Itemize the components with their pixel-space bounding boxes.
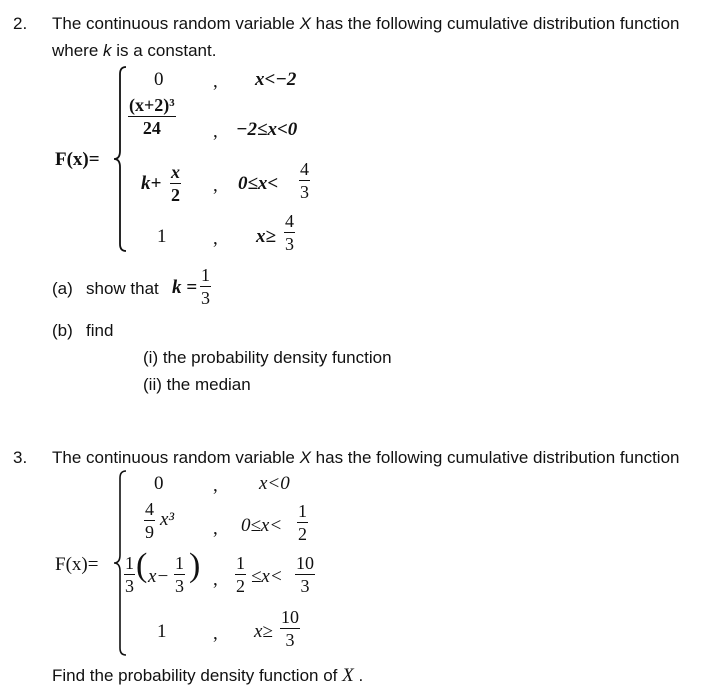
- fraction-bar: [235, 574, 246, 575]
- piece-3-comma: ,: [213, 569, 218, 590]
- final-instruction: [52, 666, 363, 685]
- piece-3-condition-fraction: [299, 160, 310, 201]
- fraction-bar: [297, 522, 308, 523]
- stem-text: where: [52, 41, 104, 60]
- piece-3-condition: ≤x<: [251, 566, 283, 587]
- piece-2-condition-fraction: [297, 502, 308, 543]
- piece-4-condition: x≥: [254, 621, 273, 642]
- question-number: 3.: [13, 448, 28, 467]
- stem-text: The continuous random variable: [52, 448, 300, 467]
- numerator: 1: [298, 501, 307, 521]
- piece-1-comma: ,: [213, 71, 218, 92]
- fraction-bar: [299, 180, 310, 181]
- numerator: 1: [175, 553, 184, 573]
- piece-2-comma: ,: [213, 518, 218, 539]
- stem-text: The continuous random variable: [52, 14, 300, 33]
- denominator: 2: [298, 524, 307, 544]
- numerator: x: [171, 162, 180, 182]
- piece-1-condition: x<0: [259, 473, 290, 494]
- piece-2-fraction: [128, 96, 176, 137]
- piece-3-prefix: k+: [141, 173, 162, 194]
- stem-constant: k: [103, 41, 112, 60]
- piece-1-comma: ,: [213, 475, 218, 496]
- denominator: 3: [285, 234, 294, 254]
- numerator: 1: [125, 553, 134, 573]
- piece-2-condition: −2≤x<0: [236, 119, 298, 140]
- denominator: 24: [142, 118, 161, 138]
- piece-3-fraction: [124, 554, 135, 595]
- instruction-text: .: [353, 666, 364, 685]
- piece-2-fraction: [144, 500, 155, 541]
- part-a-math: k =: [172, 277, 198, 298]
- part-b-sub-ii: (ii) the median: [143, 375, 251, 394]
- part-a-fraction: [200, 266, 211, 307]
- numerator: 10: [296, 553, 314, 573]
- denominator: 3: [175, 576, 184, 596]
- left-paren-icon: (: [136, 547, 148, 584]
- piece-2-condition: 0≤x<: [241, 515, 283, 536]
- piece-3-condition: 0≤x<: [238, 173, 279, 194]
- numerator: 4: [145, 499, 154, 519]
- numerator: 1: [201, 265, 210, 285]
- fraction-bar: [284, 232, 295, 233]
- denominator: 9: [145, 522, 154, 542]
- piece-4-condition-fraction: [280, 608, 300, 649]
- stem-text: has the following cumulative distribution function: [310, 14, 680, 33]
- denominator: 3: [201, 288, 210, 308]
- numerator: (x+2)³: [129, 95, 175, 115]
- fraction-bar: [280, 628, 300, 629]
- fraction-bar: [170, 183, 181, 184]
- denominator: 3: [300, 182, 309, 202]
- fraction-bar: [144, 520, 155, 521]
- instruction-text: Find the probability density function of: [52, 666, 343, 685]
- question-number: 2.: [13, 14, 28, 33]
- piece-3-condition-left-fraction: [235, 554, 246, 595]
- numerator: 10: [281, 607, 299, 627]
- piece-3-fraction: [170, 163, 181, 204]
- denominator: 2: [236, 576, 245, 596]
- question-stem-line-2: [52, 42, 216, 59]
- cdf-lhs: F(x)=: [55, 149, 100, 170]
- fraction-bar: [200, 286, 211, 287]
- piece-4-comma: ,: [213, 623, 218, 644]
- stem-variable: X: [299, 14, 311, 33]
- numerator: 4: [300, 159, 309, 179]
- denominator: 2: [171, 185, 180, 205]
- piece-2-power-term: x³: [160, 509, 175, 530]
- question-stem-line-1: [52, 15, 679, 32]
- stem-variable: X: [299, 448, 311, 467]
- denominator: 3: [285, 630, 295, 650]
- part-a-label: (a): [52, 279, 73, 298]
- part-a-text: show that: [86, 279, 159, 298]
- piece-1-condition: x<−2: [255, 69, 297, 90]
- numerator: 4: [285, 211, 294, 231]
- fraction-bar: [124, 574, 135, 575]
- piece-4-value: 1: [157, 226, 167, 247]
- fraction-bar: [174, 574, 185, 575]
- piece-4-condition: x≥: [256, 226, 276, 247]
- denominator: 3: [300, 576, 310, 596]
- numerator: 1: [236, 553, 245, 573]
- right-paren-icon: ): [189, 547, 201, 584]
- piece-2-comma: ,: [213, 121, 218, 142]
- piece-3-inner-fraction: [174, 554, 185, 595]
- piece-3-condition-right-fraction: [295, 554, 315, 595]
- stem-text: has the following cumulative distribution function: [310, 448, 680, 467]
- piece-4-value: 1: [157, 621, 167, 642]
- stem-text: is a constant.: [111, 41, 217, 60]
- piece-1-value: 0: [154, 473, 164, 494]
- part-b-sub-i: (i) the probability density function: [143, 348, 392, 367]
- part-b-text: find: [86, 321, 114, 340]
- piece-4-condition-fraction: [284, 212, 295, 253]
- fraction-bar: [295, 574, 315, 575]
- piece-3-inner: x−: [148, 566, 170, 587]
- denominator: 3: [125, 576, 134, 596]
- fraction-bar: [128, 116, 176, 117]
- piece-1-value: 0: [154, 69, 164, 90]
- question-stem: [52, 449, 679, 466]
- piece-4-comma: ,: [213, 228, 218, 249]
- left-brace-icon: [112, 66, 128, 252]
- piece-3-comma: ,: [213, 175, 218, 196]
- instruction-variable: X: [342, 665, 354, 686]
- part-b-label: (b): [52, 321, 73, 340]
- cdf-lhs: F(x)=: [55, 554, 99, 575]
